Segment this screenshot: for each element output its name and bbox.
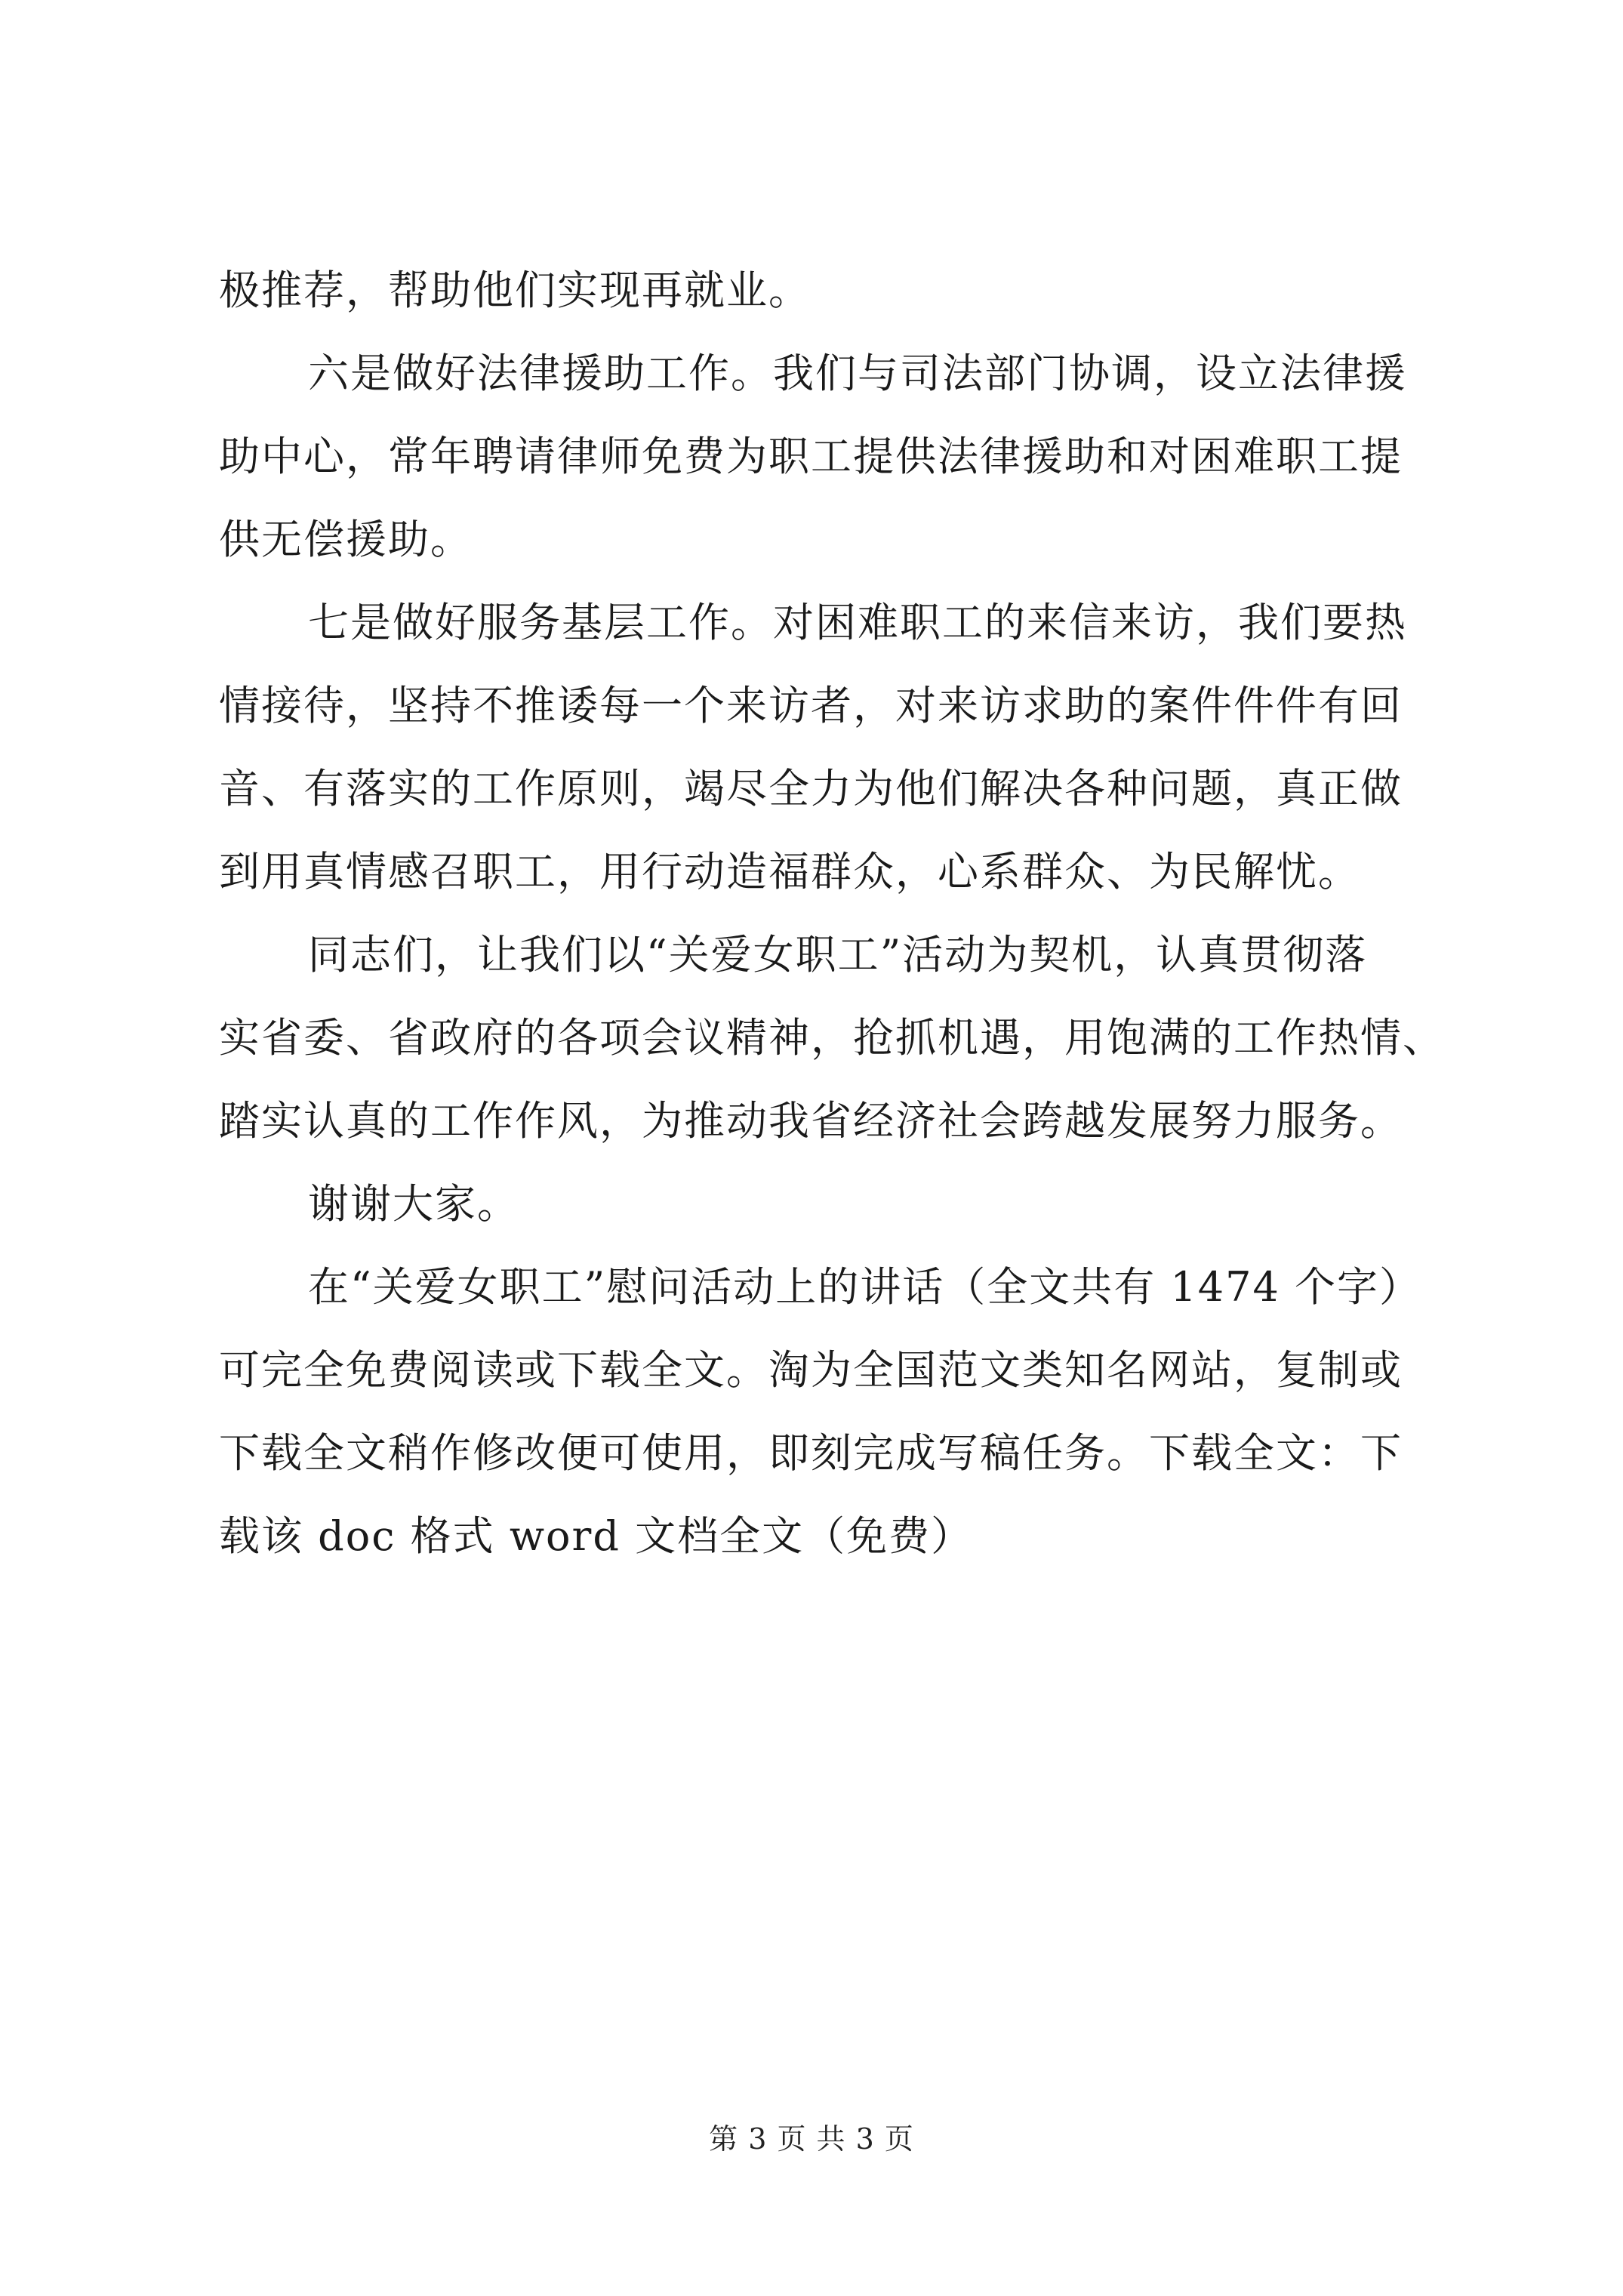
body-line: 供无偿援助。 (219, 516, 473, 563)
body-line: 谢谢大家。 (308, 1180, 519, 1228)
body-line: 在“关爱女职工”慰问活动上的讲话（全文共有 1474 个字） (308, 1263, 1421, 1311)
page-number-footer: 第 3 页 共 3 页 (709, 2122, 914, 2156)
body-line: 踏实认真的工作作风，为推动我省经济社会跨越发展努力服务。 (219, 1097, 1403, 1145)
document-body (219, 249, 1445, 1578)
body-line: 下载全文稍作修改便可使用，即刻完成写稿任务。下载全文：下 (219, 1429, 1403, 1477)
body-line: 音、有落实的工作原则，竭尽全力为他们解决各种问题，真正做 (219, 765, 1403, 812)
body-line: 六是做好法律援助工作。我们与司法部门协调，设立法律援 (308, 350, 1407, 397)
body-line: 载该 doc 格式 word 文档全文（免费） (219, 1512, 974, 1560)
body-line: 实省委、省政府的各项会议精神，抢抓机遇，用饱满的工作热情、 (219, 1014, 1445, 1062)
body-line: 极推荐，帮助他们实现再就业。 (219, 267, 811, 314)
body-line: 同志们，让我们以“关爱女职工”活动为契机，认真贯彻落 (308, 931, 1368, 978)
body-line: 七是做好服务基层工作。对困难职工的来信来访，我们要热 (308, 599, 1407, 646)
body-line: 到用真情感召职工，用行动造福群众，心系群众、为民解忧。 (219, 848, 1360, 895)
body-line: 助中心，常年聘请律师免费为职工提供法律援助和对困难职工提 (219, 433, 1403, 480)
body-line: 可完全免费阅读或下载全文。淘为全国范文类知名网站，复制或 (219, 1346, 1403, 1394)
body-line: 情接待，坚持不推诿每一个来访者，对来访求助的案件件件有回 (219, 682, 1403, 729)
